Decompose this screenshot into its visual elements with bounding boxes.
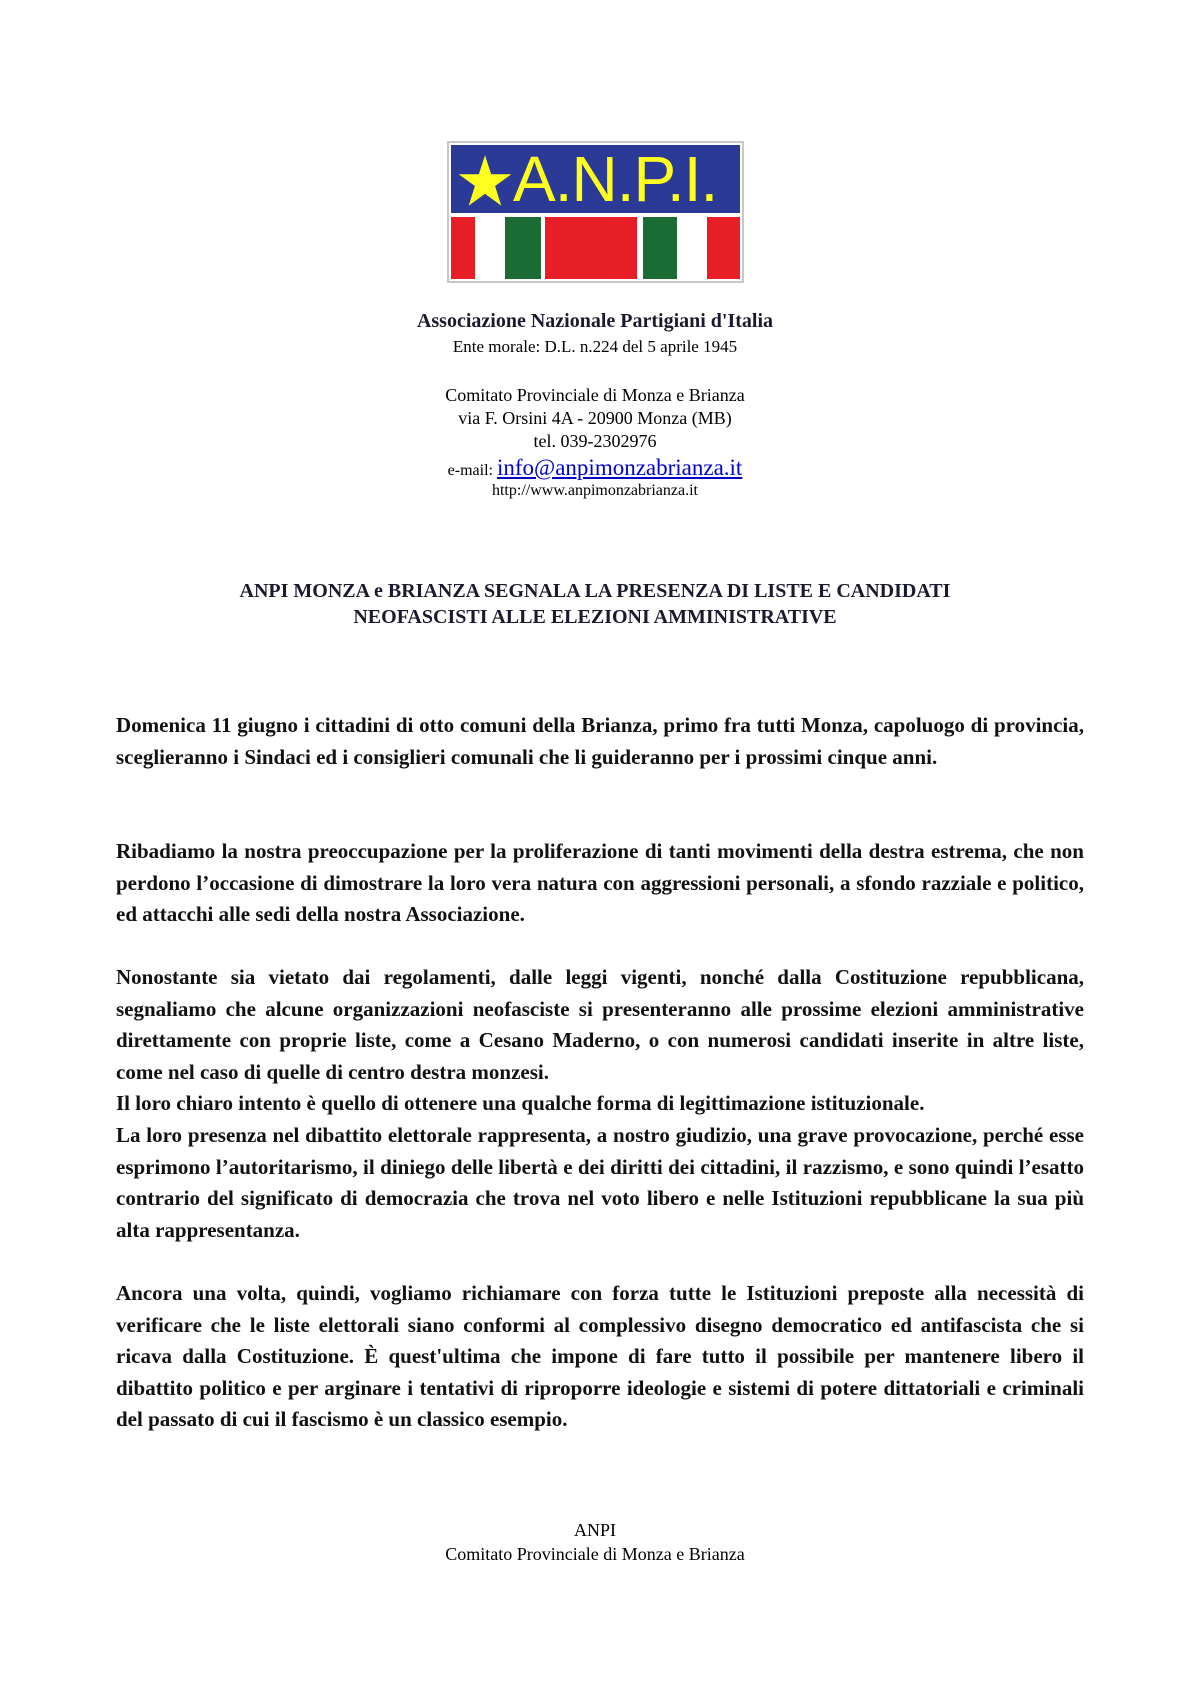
- committee-name: Comitato Provinciale di Monza e Brianza: [445, 385, 745, 405]
- paragraph-4: Ancora una volta, quindi, vogliamo richiamare con forza tutte le Istituzioni preposte alla necessità di verificare che le liste elettorali siano conformi al complessivo disegno democratico ed antifascista che si ricava dalla Costituzione. È quest'ultima che impone di fare tutto il possibile per mantenere libero il dibattito politico e per arginare i tentativi di riproporre ideologie e sistemi di potere dittatoriali e criminali del passato di cui il fascismo è un classico esempio.: [116, 1281, 1084, 1431]
- paragraph-3-intent: Il loro chiaro intento è quello di ottenere una qualche forma di legittimazione istituzionale.: [116, 1091, 925, 1115]
- website-url: http://www.anpimonzabrianza.it: [491, 482, 698, 499]
- star-icon: [457, 153, 513, 209]
- footer-signature-committee: Comitato Provinciale di Monza e Brianza: [445, 1544, 745, 1564]
- logo-banner: [451, 145, 740, 213]
- headline-line-1: ANPI MONZA e BRIANZA SEGNALA LA PRESENZA DI LISTE E CANDIDATI: [239, 580, 951, 602]
- org-legal-status: Ente morale: D.L. n.224 del 5 aprile 1945: [452, 337, 738, 356]
- paragraph-2: Ribadiamo la nostra preoccupazione per la proliferazione di tanti movimenti della destra estrema, che non perdono l’occasione di dimostrare la loro vera natura con aggressioni personali, a sfondo razziale e politico, ed attacchi alle sedi della nostra Associazione.: [116, 839, 1084, 926]
- footer-signature-org: ANPI: [573, 1520, 616, 1540]
- paragraph-3-presence: La loro presenza nel dibattito elettorale rappresenta, a nostro giudizio, una grave provocazione, perché esse esprimono l’autoritarismo, il diniego delle libertà e dei diritti dei cittadini, il razzismo, e sono quindi l’esatto contrario del significato di democrazia che trova nel voto libero e nelle Istituzioni repubblicane la sua più alta rappresentanza.: [116, 1123, 1084, 1242]
- street-address: via F. Orsini 4A - 20900 Monza (MB): [458, 408, 732, 428]
- email-line: [0, 455, 1190, 481]
- phone-number: tel. 039-2302976: [533, 431, 657, 451]
- org-name: Associazione Nazionale Partigiani d'Italia: [416, 310, 774, 332]
- anpi-logo: [447, 141, 744, 283]
- headline-line-2: NEOFASCISTI ALLE ELEZIONI AMMINISTRATIVE: [353, 606, 837, 628]
- email-label: e-mail:: [447, 462, 497, 479]
- logo-flag-stripes: [451, 217, 740, 279]
- paragraph-3: Nonostante sia vietato dai regolamenti, dalle leggi vigenti, nonché dalla Costituzione repubblicana, segnaliamo che alcune organizzazioni neofasciste si presenteranno alle prossime elezioni amministrative direttamente con proprie liste, come a Cesano Maderno, o con numerosi candidati inserite in altre liste, come nel caso di quelle di centro destra monzesi.: [116, 965, 1084, 1084]
- logo-text: A.N.P.I.: [513, 143, 718, 215]
- paragraph-1: Domenica 11 giugno i cittadini di otto comuni della Brianza, primo fra tutti Monza, capoluogo di provincia, sceglieranno i Sindaci ed i consiglieri comunali che li guideranno per i prossimi cinque anni.: [116, 713, 1084, 769]
- email-link[interactable]: info@anpimonzabrianza.it: [496, 455, 743, 480]
